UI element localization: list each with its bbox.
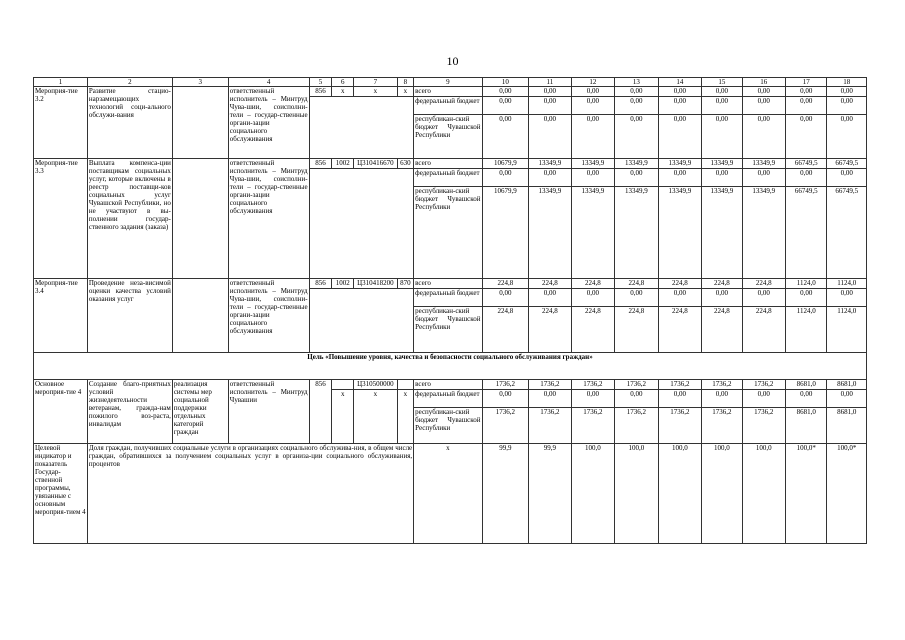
funding-value: 0,00: [571, 289, 615, 307]
funding-value: 224,8: [615, 307, 659, 353]
funding-value: 0,00: [827, 169, 867, 187]
funding-value: 0,00: [786, 390, 827, 408]
funding-value: 0,00: [742, 97, 786, 115]
column-number: 3: [172, 78, 228, 87]
funding-value: 1736,2: [529, 408, 571, 444]
funding-value: 224,8: [571, 307, 615, 353]
column-number: 7: [354, 78, 398, 87]
funding-value: 0,00: [742, 169, 786, 187]
page-number: 10: [446, 54, 459, 68]
event-description: Проведение неза-висимой оценки качества условий оказания услуг: [87, 279, 172, 353]
vr-code: x: [397, 390, 414, 444]
grbs-code: 856: [309, 159, 332, 169]
funding-value: 0,00: [827, 115, 867, 159]
column-number: 18: [827, 78, 867, 87]
event-description: Развитие стацио-нарзамещающих технологий соци-ального обслужи-вания: [87, 87, 172, 159]
funding-value: 0,00: [658, 87, 702, 97]
funding-value: 13349,9: [658, 159, 702, 169]
funding-value: 224,8: [742, 307, 786, 353]
funding-value: 0,00: [827, 97, 867, 115]
funding-value: 1736,2: [615, 408, 659, 444]
funding-value: 0,00: [786, 87, 827, 97]
funding-value: 0,00: [529, 115, 571, 159]
funding-value: 0,00: [482, 390, 529, 408]
event-implementation: [172, 87, 228, 159]
grbs-code: 856: [309, 87, 332, 97]
funding-value: 0,00: [571, 87, 615, 97]
funding-value: 0,00: [482, 87, 529, 97]
funding-value: 1736,2: [742, 408, 786, 444]
indicator-value: 100,0: [702, 444, 742, 544]
funding-value: 0,00: [571, 169, 615, 187]
rzpr-code: x: [332, 87, 354, 97]
csr-code: x: [354, 390, 398, 444]
event-implementation: [172, 279, 228, 353]
funding-value: 13349,9: [742, 187, 786, 279]
funding-value: 10679,9: [482, 187, 529, 279]
column-number: 12: [571, 78, 615, 87]
column-number: 8: [397, 78, 414, 87]
column-number: 2: [87, 78, 172, 87]
rzpr-code: 1002: [332, 279, 354, 289]
funding-value: 1736,2: [571, 380, 615, 390]
indicator-value: 99,9: [529, 444, 571, 544]
csr-code: x: [354, 87, 398, 97]
funding-value: 1736,2: [571, 408, 615, 444]
funding-source: федеральный бюджет: [414, 390, 482, 408]
funding-value: 0,00: [615, 97, 659, 115]
funding-value: 0,00: [615, 169, 659, 187]
funding-value: 0,00: [482, 169, 529, 187]
funding-value: 1736,2: [658, 380, 702, 390]
table-body: [34, 78, 867, 544]
indicator-row: [34, 444, 867, 544]
funding-value: 0,00: [702, 169, 742, 187]
rzpr-code: x: [332, 390, 354, 444]
funding-value: 0,00: [615, 289, 659, 307]
funding-value: 0,00: [742, 115, 786, 159]
funding-value: 224,8: [702, 279, 742, 289]
funding-value: 0,00: [786, 289, 827, 307]
column-number: 1: [34, 78, 88, 87]
funding-value: 0,00: [827, 390, 867, 408]
funding-value: 0,00: [658, 390, 702, 408]
funding-value: 0,00: [529, 390, 571, 408]
funding-value: 0,00: [571, 115, 615, 159]
event-name: Мероприя-тие 3.2: [34, 87, 88, 159]
funding-value: 0,00: [742, 390, 786, 408]
column-number: 17: [786, 78, 827, 87]
funding-value: 1736,2: [742, 380, 786, 390]
funding-value: 1736,2: [702, 380, 742, 390]
event-responsible: ответственный исполнитель – Минтруд Чува-шии, соисполни-тели – государ-ственные органи-зации социального обслуживания: [228, 159, 309, 279]
column-number: 5: [309, 78, 332, 87]
funding-value: 0,00: [658, 169, 702, 187]
funding-source: всего: [414, 380, 482, 390]
funding-value: 0,00: [702, 115, 742, 159]
empty-code-cell: [309, 169, 414, 279]
empty-code-cell: [397, 380, 414, 390]
goal-heading: Цель «Повышение уровня, качества и безопасности социального обслуживания граждан»: [34, 353, 867, 380]
column-number: 13: [615, 78, 659, 87]
funding-value: 0,00: [786, 169, 827, 187]
funding-value: 13349,9: [742, 159, 786, 169]
funding-value: 224,8: [571, 279, 615, 289]
event-implementation: [172, 159, 228, 279]
funding-value: 224,8: [482, 307, 529, 353]
column-number: 10: [482, 78, 529, 87]
indicator-text: Доля граждан, получивших социальные услуги в организациях социального обслужива-ния, в общем числе граждан, обратившихся за получением социальных услуг в организа-ции социального обслуживания, процентов: [87, 444, 413, 544]
program-table: [33, 77, 867, 544]
funding-value: 0,00: [658, 289, 702, 307]
funding-source: федеральный бюджет: [414, 97, 482, 115]
funding-value: 0,00: [742, 87, 786, 97]
rzpr-code: 1002: [332, 159, 354, 169]
funding-value: 0,00: [615, 87, 659, 97]
funding-value: 66749,5: [786, 159, 827, 169]
funding-value: 0,00: [827, 289, 867, 307]
indicator-value: 100,0*: [827, 444, 867, 544]
funding-value: 13349,9: [571, 187, 615, 279]
csr-code: Ц310416670: [354, 159, 398, 169]
column-number: 16: [742, 78, 786, 87]
column-number: 14: [658, 78, 702, 87]
funding-value: 66749,5: [786, 187, 827, 279]
event-responsible: ответственный исполнитель – Минтруд Чува-шии, соисполни-тели – государ-ственные органи-зации социального обслуживания: [228, 279, 309, 353]
funding-value: 8681,0: [827, 408, 867, 444]
funding-value: 13349,9: [658, 187, 702, 279]
vr-code: 630: [397, 159, 414, 169]
column-number-row: [34, 78, 867, 87]
funding-value: 13349,9: [702, 159, 742, 169]
funding-value: 224,8: [529, 279, 571, 289]
funding-value: 224,8: [658, 279, 702, 289]
funding-value: 0,00: [702, 87, 742, 97]
funding-value: 13349,9: [615, 187, 659, 279]
csr-code: Ц310500000: [354, 380, 398, 390]
funding-value: 13349,9: [702, 187, 742, 279]
funding-value: 1124,0: [786, 279, 827, 289]
table-row: [34, 159, 867, 169]
funding-value: 0,00: [702, 97, 742, 115]
funding-value: 0,00: [529, 87, 571, 97]
column-number: 15: [702, 78, 742, 87]
funding-value: 224,8: [702, 307, 742, 353]
funding-value: 0,00: [571, 97, 615, 115]
empty-code-cell: [309, 289, 414, 353]
indicator-value: 99,9: [482, 444, 529, 544]
funding-value: 1736,2: [658, 408, 702, 444]
funding-value: 13349,9: [615, 159, 659, 169]
funding-value: 13349,9: [571, 159, 615, 169]
indicator-value: 100,0*: [786, 444, 827, 544]
funding-value: 1124,0: [827, 279, 867, 289]
indicator-name: Целевой индикатор и показатель Государ-ственной программы, увязанные с основным мероприя-тием 4: [34, 444, 88, 544]
funding-value: 224,8: [742, 279, 786, 289]
funding-value: 0,00: [529, 97, 571, 115]
funding-value: 0,00: [786, 115, 827, 159]
funding-value: 66749,5: [827, 187, 867, 279]
indicator-value: 100,0: [742, 444, 786, 544]
main-event-implementation: реализация системы мер социальной поддержки отдельных категорий граждан: [172, 380, 228, 444]
funding-value: 1736,2: [482, 380, 529, 390]
column-number: 11: [529, 78, 571, 87]
event-description: Выплата компенса-ции поставщикам социальных услуг, которые включены в реестр поставщи-ков социальных услуг Чувашской Республики, но не участвуют в вы-полнении государ-ственного задания (заказа): [87, 159, 172, 279]
funding-value: 1736,2: [702, 408, 742, 444]
funding-value: 1736,2: [529, 380, 571, 390]
funding-value: 0,00: [742, 289, 786, 307]
table-row: [34, 380, 867, 390]
funding-value: 224,8: [615, 279, 659, 289]
funding-value: 8681,0: [827, 380, 867, 390]
funding-value: 224,8: [529, 307, 571, 353]
indicator-value: 100,0: [571, 444, 615, 544]
funding-source: всего: [414, 87, 482, 97]
empty-code-cell: [332, 380, 354, 390]
funding-value: 0,00: [482, 97, 529, 115]
funding-value: 0,00: [529, 289, 571, 307]
funding-source: федеральный бюджет: [414, 289, 482, 307]
funding-value: 13349,9: [529, 187, 571, 279]
vr-code: x: [397, 87, 414, 97]
column-number: 9: [414, 78, 482, 87]
column-number: 4: [228, 78, 309, 87]
csr-code: Ц310418200: [354, 279, 398, 289]
funding-value: 0,00: [702, 390, 742, 408]
grbs-code: 856: [309, 380, 332, 444]
funding-value: 0,00: [702, 289, 742, 307]
funding-source: федеральный бюджет: [414, 169, 482, 187]
column-number: 6: [332, 78, 354, 87]
funding-value: 0,00: [529, 169, 571, 187]
funding-value: 224,8: [482, 279, 529, 289]
funding-value: 0,00: [615, 390, 659, 408]
vr-code: 870: [397, 279, 414, 289]
funding-value: 8681,0: [786, 380, 827, 390]
funding-source: республикан-ский бюджет Чувашской Республики: [414, 408, 482, 444]
event-responsible: ответственный исполнитель – Минтруд Чува-шии, соисполни-тели – государ-ственные органи-зации социального обслуживания: [228, 87, 309, 159]
funding-value: 0,00: [482, 115, 529, 159]
goal-row: [34, 353, 867, 380]
funding-value: 0,00: [827, 87, 867, 97]
funding-value: 224,8: [658, 307, 702, 353]
indicator-value: 100,0: [658, 444, 702, 544]
funding-source: республикан-ский бюджет Чувашской Республики: [414, 307, 482, 353]
funding-value: 66749,5: [827, 159, 867, 169]
funding-value: 1124,0: [786, 307, 827, 353]
funding-source: всего: [414, 159, 482, 169]
funding-value: 13349,9: [529, 159, 571, 169]
table-row: [34, 87, 867, 97]
main-event-responsible: ответственный исполнитель – Минтруд Чувашии: [228, 380, 309, 444]
funding-value: 0,00: [482, 289, 529, 307]
indicator-value: 100,0: [615, 444, 659, 544]
funding-value: 1736,2: [482, 408, 529, 444]
funding-value: 1736,2: [615, 380, 659, 390]
funding-value: 0,00: [615, 115, 659, 159]
funding-value: 0,00: [658, 115, 702, 159]
empty-code-cell: [309, 97, 414, 159]
funding-source: республикан-ский бюджет Чувашской Республики: [414, 115, 482, 159]
funding-value: 1124,0: [827, 307, 867, 353]
indicator-unit: x: [414, 444, 482, 544]
funding-value: 10679,9: [482, 159, 529, 169]
funding-value: 0,00: [786, 97, 827, 115]
grbs-code: 856: [309, 279, 332, 289]
funding-value: 0,00: [571, 390, 615, 408]
main-event-name: Основное мероприя-тие 4: [34, 380, 88, 444]
funding-value: 8681,0: [786, 408, 827, 444]
event-name: Мероприя-тие 3.3: [34, 159, 88, 279]
funding-value: 0,00: [658, 97, 702, 115]
funding-source: всего: [414, 279, 482, 289]
funding-source: республикан-ский бюджет Чувашской Республики: [414, 187, 482, 279]
event-name: Мероприя-тие 3.4: [34, 279, 88, 353]
table-row: [34, 279, 867, 289]
main-event-description: Создание благо-приятных условий жизнедеятельности ветеранам, гражда-нам пожилого воз-раста, инвалидам: [87, 380, 172, 444]
